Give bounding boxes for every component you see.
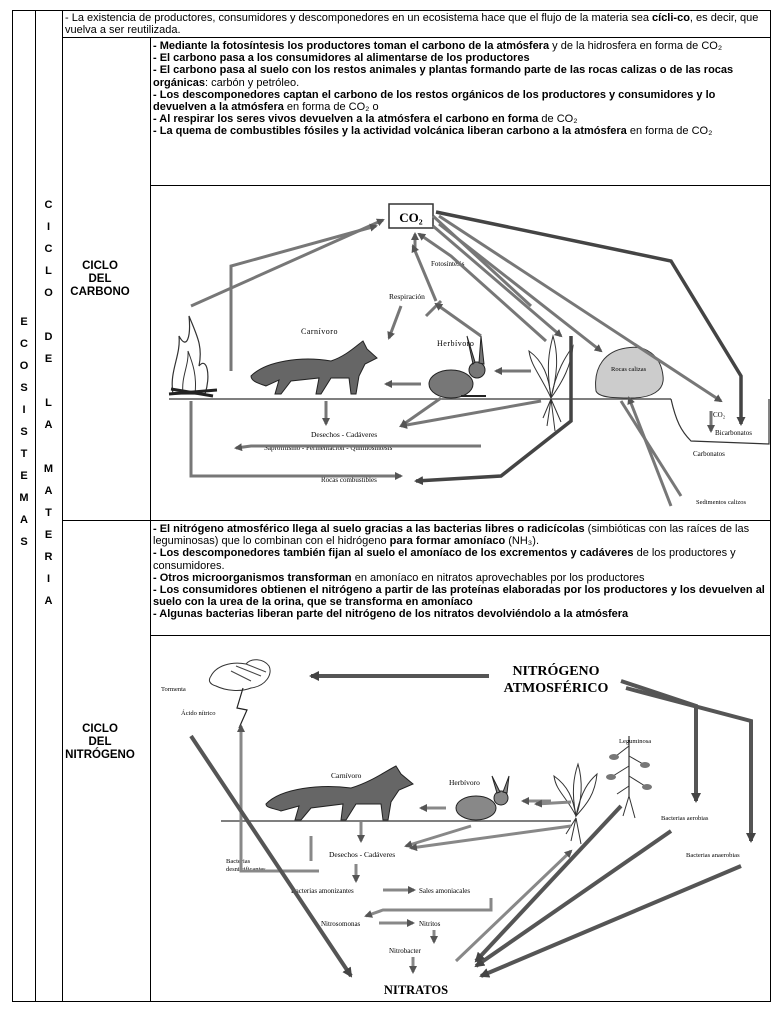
ecosistemas-letter: S	[20, 426, 28, 438]
desechos-label: Desechos - Cadáveres	[311, 430, 378, 439]
ciclo-materia-letter: A	[44, 485, 53, 497]
carbon-point-bold: - El carbono pasa al suelo con los restos animales y plantas formando parte de las rocas calizas o de las rocas orgánicas	[153, 64, 734, 89]
co2-label: CO₂	[399, 210, 423, 225]
ecosistemas-letter: S	[20, 536, 28, 548]
tormenta-label: Tormenta	[161, 686, 186, 693]
nitrogen-point-normal2: (NH₃).	[505, 535, 540, 548]
carbon-cycle-diagram	[151, 186, 771, 519]
carbon-point-bold: - Los descomponedores captan el carbono de los restos orgánicos de los productores y consumidores y lo devuelven a la atmósfera	[153, 88, 716, 114]
nitratos-label: NITRATOS	[383, 983, 449, 997]
ecosistemas-letter: C	[20, 338, 28, 350]
carbon-point	[153, 125, 766, 137]
carbon-point	[153, 52, 766, 64]
ciclo-materia-letter: E	[44, 353, 53, 365]
nitrogen-cycle-diagram	[151, 636, 771, 1001]
ciclo-materia-letter	[47, 304, 50, 326]
nitrogen-point-bold: - Otros microorganismos transforman	[153, 571, 352, 584]
ciclo-materia-letter: O	[44, 287, 53, 299]
nitrogen-point	[153, 523, 766, 547]
carbon-cycle-title	[51, 260, 149, 299]
nitrogen-point-bold: - Los consumidores obtienen el nitrógeno a partir de las proteínas elaboradas por los productores y los devuelven al suelo con la urea de la orina, que se transforma en amoníaco	[153, 584, 765, 609]
carbon-title-line: DEL	[88, 273, 112, 285]
carbon-title-line: CARBONO	[70, 286, 130, 298]
intro-text-b: , es decir, que vuelva a ser reutilizada.	[65, 12, 759, 36]
carbon-point-bold: - La quema de combustibles fósiles y la actividad volcánica liberan carbono a la atmósfera	[153, 125, 627, 138]
ciclo-materia-letter: R	[44, 551, 53, 563]
ciclo-materia-letter: E	[44, 529, 53, 541]
ecosistemas-letter: M	[19, 492, 29, 504]
bacterias-aerobias-label: Bacterias aerobias	[661, 815, 709, 822]
nitrogen-cycle-title	[51, 723, 149, 762]
saprofitismo-label: Saprofitismo - Fermentación - Quimiosíntesis	[264, 444, 393, 452]
bacterias-amonizantes-label: Bacterias amonizantes	[291, 887, 354, 895]
nitrogen-point-normal: (simbióticas con las raíces de las leguminosas) que lo combinan con el hidrógeno	[153, 523, 750, 548]
carbon-point-normal: en forma de CO₂	[626, 125, 713, 138]
carbon-text	[153, 40, 766, 138]
nitrogeno-atmosferico-line2: ATMOSFÉRICO	[503, 681, 609, 696]
nitrogen-text	[153, 523, 766, 621]
ciclo-materia-letter: L	[45, 265, 52, 277]
sales-amoniacales-label: Sales amoniacales	[419, 887, 471, 895]
ecosistemas-vertical-label	[13, 311, 35, 553]
rocas-calizas-label: Rocas calizas	[611, 366, 647, 373]
row-divider-intro	[62, 37, 770, 38]
carnivore-fox-icon	[251, 341, 377, 394]
bacterias-anaerobias-label: Bacterias anaerobias	[686, 852, 740, 859]
carbon-point-normal: y de la hidrosfera en forma de CO₂	[549, 40, 723, 52]
nitrogen-point-bold: - El nitrógeno atmosférico llega al suelo gracias a las bacterias libres o radicícolas	[153, 523, 585, 535]
plant-icon	[529, 336, 573, 431]
carnivoro-label: Carnívoro	[301, 327, 338, 336]
carbon-point-bold: - Al respirar los seres vivos devuelven a la atmósfera el carbono en forma	[153, 113, 539, 126]
nitrosomonas-label: Nitrosomonas	[321, 920, 361, 928]
bacterias-desnitrificantes-label-1: Bacterias	[226, 858, 251, 865]
rocas-combustibles-label: Rocas combustibles	[321, 476, 377, 484]
carbon-point-normal: de CO₂	[538, 113, 578, 126]
carbon-point	[153, 64, 766, 88]
nitrogen-title-line: CICLO	[82, 723, 118, 735]
ciclo-materia-letter: D	[44, 331, 53, 343]
carbon-point-normal: : carbón y petróleo.	[204, 76, 300, 89]
herbivoro-label: Herbívoro	[437, 339, 475, 348]
nitrogeno-atmosferico-line1: NITRÓGENO	[512, 664, 600, 679]
ecosistemas-letter: E	[20, 470, 28, 482]
intro-text-a: - La existencia de productores, consumidores y descomponedores en un ecosistema hace que el flujo de la materia sea	[65, 12, 653, 24]
nitrobacter-label: Nitrobacter	[389, 947, 421, 955]
ecosistemas-letter: T	[20, 448, 28, 460]
nitritos-label: Nitritos	[419, 920, 441, 928]
respiracion-label: Respiración	[389, 292, 425, 301]
acido-nitrico-label: Ácido nítrico	[181, 710, 216, 717]
nitrogen-point-bold2: para formar amoníaco	[389, 535, 506, 548]
intro-text-bold: cícli-co	[652, 12, 690, 24]
carbon-point	[153, 89, 766, 113]
herbivoro-label: Herbívoro	[449, 778, 480, 787]
intro-text	[65, 12, 766, 36]
nitrogen-title-line: DEL	[88, 736, 112, 748]
nitrogen-point	[153, 608, 766, 620]
legume-plant-icon	[606, 736, 652, 818]
water-basin	[671, 399, 769, 444]
ciclo-materia-letter	[47, 436, 50, 458]
ciclo-materia-letter: I	[46, 221, 51, 233]
ecosystem-table	[12, 10, 771, 1002]
ciclo-materia-letter	[47, 370, 50, 392]
carnivoro-label: Carnívoro	[331, 771, 362, 780]
ciclo-materia-letter: C	[44, 199, 53, 211]
desechos-label: Desechos - Cadáveres	[329, 850, 396, 859]
carbonatos-label: Carbonatos	[693, 450, 725, 458]
ecosistemas-letter: S	[20, 382, 28, 394]
fotosintesis-label: Fotosíntesis	[431, 260, 465, 268]
storm-cloud-icon	[209, 660, 270, 728]
ciclo-materia-letter: I	[46, 573, 51, 585]
carbon-point	[153, 113, 766, 125]
column-divider-2	[62, 11, 63, 1001]
carbon-title-line: CICLO	[82, 260, 118, 272]
nitrogen-title-line: NITRÓGENO	[65, 749, 135, 761]
nitrogen-point-normal: de los productores y consumidores.	[153, 547, 736, 572]
row-divider-nitrogen	[62, 520, 770, 521]
ciclo-materia-letter: L	[45, 397, 52, 409]
nitrogen-point-bold: - Algunas bacterias liberan parte del nitrógeno de los nitratos devolviéndolo a la atmósfera	[153, 608, 629, 621]
carbon-point-bold: - El carbono pasa a los consumidores al alimentarse de los productores	[153, 52, 530, 65]
bacterias-desnitrificantes-label-2: desnitrificantes	[226, 866, 266, 873]
sedimentos-label: Sedimentos calizos	[696, 499, 747, 506]
ciclo-materia-letter: T	[45, 507, 52, 519]
carbon-point-bold: - Mediante la fotosíntesis los productores toman el carbono de la atmósfera	[153, 40, 550, 52]
ecosistemas-letter: E	[20, 316, 28, 328]
co2-water-label: CO₂	[713, 411, 726, 419]
ciclo-materia-letter: C	[44, 243, 53, 255]
carbon-point-normal: en forma de CO₂ o	[283, 101, 379, 114]
ecosistemas-letter: I	[22, 404, 26, 416]
ciclo-materia-letter: A	[44, 595, 53, 607]
ecosistemas-letter: A	[20, 514, 28, 526]
fire-icon	[169, 316, 217, 396]
carbon-point	[153, 40, 766, 52]
ciclo-materia-letter: A	[44, 419, 53, 431]
nitrogen-point-bold: - Los descomponedores también fijan al suelo el amoníaco de los excrementos y cadáveres	[153, 547, 634, 560]
ciclo-materia-letter: M	[43, 463, 54, 475]
ciclo-materia-vertical-label	[35, 194, 62, 612]
ecosistemas-letter: O	[19, 360, 29, 372]
nitrogen-point	[153, 572, 766, 584]
leguminosa-label: Leguminosa	[619, 738, 652, 745]
nitrogen-point-normal: en amoníaco en nitratos aprovechables por los productores	[351, 571, 645, 584]
nitrogen-point	[153, 547, 766, 571]
bicarbonatos-label: Bicarbonatos	[715, 429, 752, 437]
nitrogen-point	[153, 584, 766, 608]
